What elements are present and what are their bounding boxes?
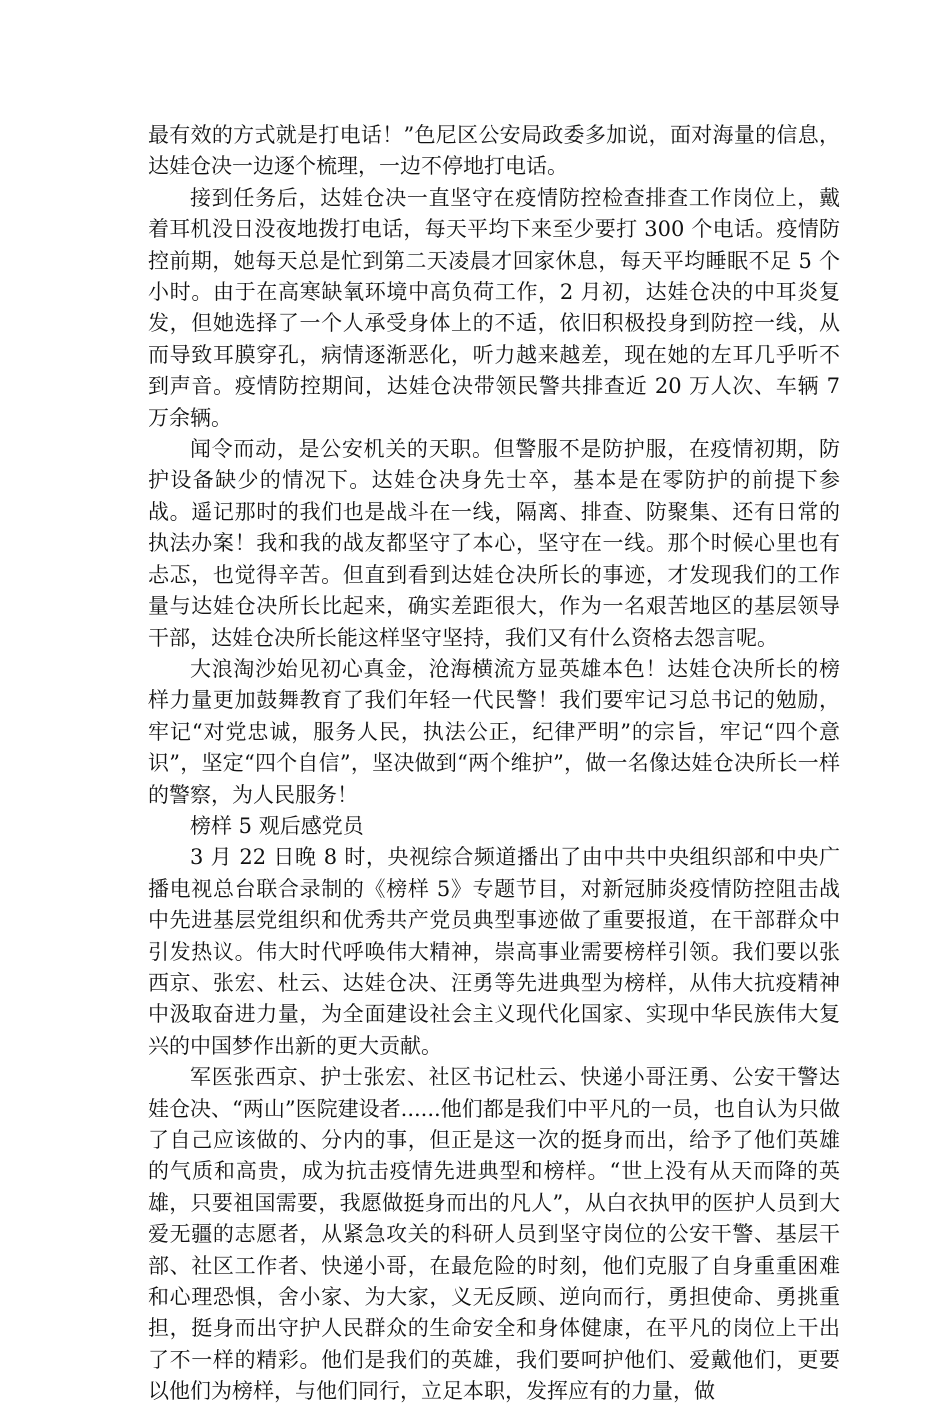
paragraph-4: 大浪淘沙始见初心真金，沧海横流方显英雄本色！达娃仓决所长的榜样力量更加鼓舞教育了我们年轻一代民警！我们要牢记习总书记的勉励，牢记“对党忠诚，服务人民，执法公正，纪律严明”的宗旨，牢记“四个意识”，坚定“四个自信”，坚决做到“两个维护”，做一名像达娃仓决所长一样的警察，为人民服务！ — [148, 656, 840, 807]
paragraph-6: 军医张西京、护士张宏、社区书记杜云、快递小哥汪勇、公安干警达娃仓决、“两山”医院建设者......他们都是我们中平凡的一员，也自认为只做了自己应该做的、分内的事，但正是这一次的挺身而出，给予了他们英雄的气质和高贵，成为抗击疫情先进典型和榜样。“世上没有从天而降的英雄，只要祖国需要，我愿做挺身而出的凡人”，从白衣执甲的医护人员到大爱无疆的志愿者，从紧急攻关的科研人员到坚守岗位的公安干警、基层干部、社区工作者、快递小哥，在最危险的时刻，他们克服了自身重重困难和心理恐惧，舍小家、为大家，义无反顾、逆向而行，勇担使命、勇挑重担，挺身而出守护人民群众的生命安全和身体健康，在平凡的岗位上干出了不一样的精彩。他们是我们的英雄，我们要呵护他们、爱戴他们，更要以他们为榜样，与他们同行，立足本职，发挥应有的力量，做 — [148, 1065, 840, 1404]
paragraph-3: 闻令而动，是公安机关的天职。但警服不是防护服，在疫情初期，防护设备缺少的情况下。达娃仓决身先士卒，基本是在零防护的前提下参战。遥记那时的我们也是战斗在一线，隔离、排查、防聚集、还有日常的执法办案！我和我的战友都坚守了本心，坚守在一线。那个时候心里也有忐忑，也觉得辛苦。但直到看到达娃仓决所长的事迹，才发现我们的工作量与达娃仓决所长比起来，确实差距很大，作为一名艰苦地区的基层领导干部，达娃仓决所长能这样坚守坚持，我们又有什么资格去怨言呢。 — [148, 437, 840, 650]
paragraph-5: 3 月 22 日晚 8 时，央视综合频道播出了由中共中央组织部和中央广播电视总台联合录制的《榜样 5》专题节目，对新冠肺炎疫情防控阻击战中先进基层党组织和优秀共产党员典型事迹做了重要报道，在干部群众中引发热议。伟大时代呼唤伟大精神，崇高事业需要榜样引领。我们要以张西京、张宏、杜云、达娃仓决、汪勇等先进典型为榜样，从伟大抗疫精神中汲取奋进力量，为全面建设社会主义现代化国家、实现中华民族伟大复兴的中国梦作出新的更大贡献。 — [148, 845, 840, 1058]
section-title: 榜样 5 观后感党员 — [190, 813, 364, 838]
paragraph-1: 最有效的方式就是打电话！”色尼区公安局政委多加说，面对海量的信息，达娃仓决一边逐个梳理，一边不停地打电话。 — [148, 123, 840, 179]
paragraph-2: 接到任务后，达娃仓决一直坚守在疫情防控检查排查工作岗位上，戴着耳机没日没夜地拨打电话，每天平均下来至少要打 300 个电话。疫情防控前期，她每天总是忙到第二天凌晨才回家休息，每天平均睡眠不足 5 个小时。由于在高寒缺氧环境中高负荷工作，2 月初，达娃仓决的中耳炎复发，但她选择了一个人承受身体上的不适，依旧积极投身到防控一线，从而导致耳膜穿孔，病情逐渐恶化，听力越来越差，现在她的左耳几乎听不到声音。疫情防控期间，达娃仓决带领民警共排查近 20 万人次、车辆 7 万余辆。 — [148, 185, 840, 430]
document-body — [148, 120, 840, 1408]
